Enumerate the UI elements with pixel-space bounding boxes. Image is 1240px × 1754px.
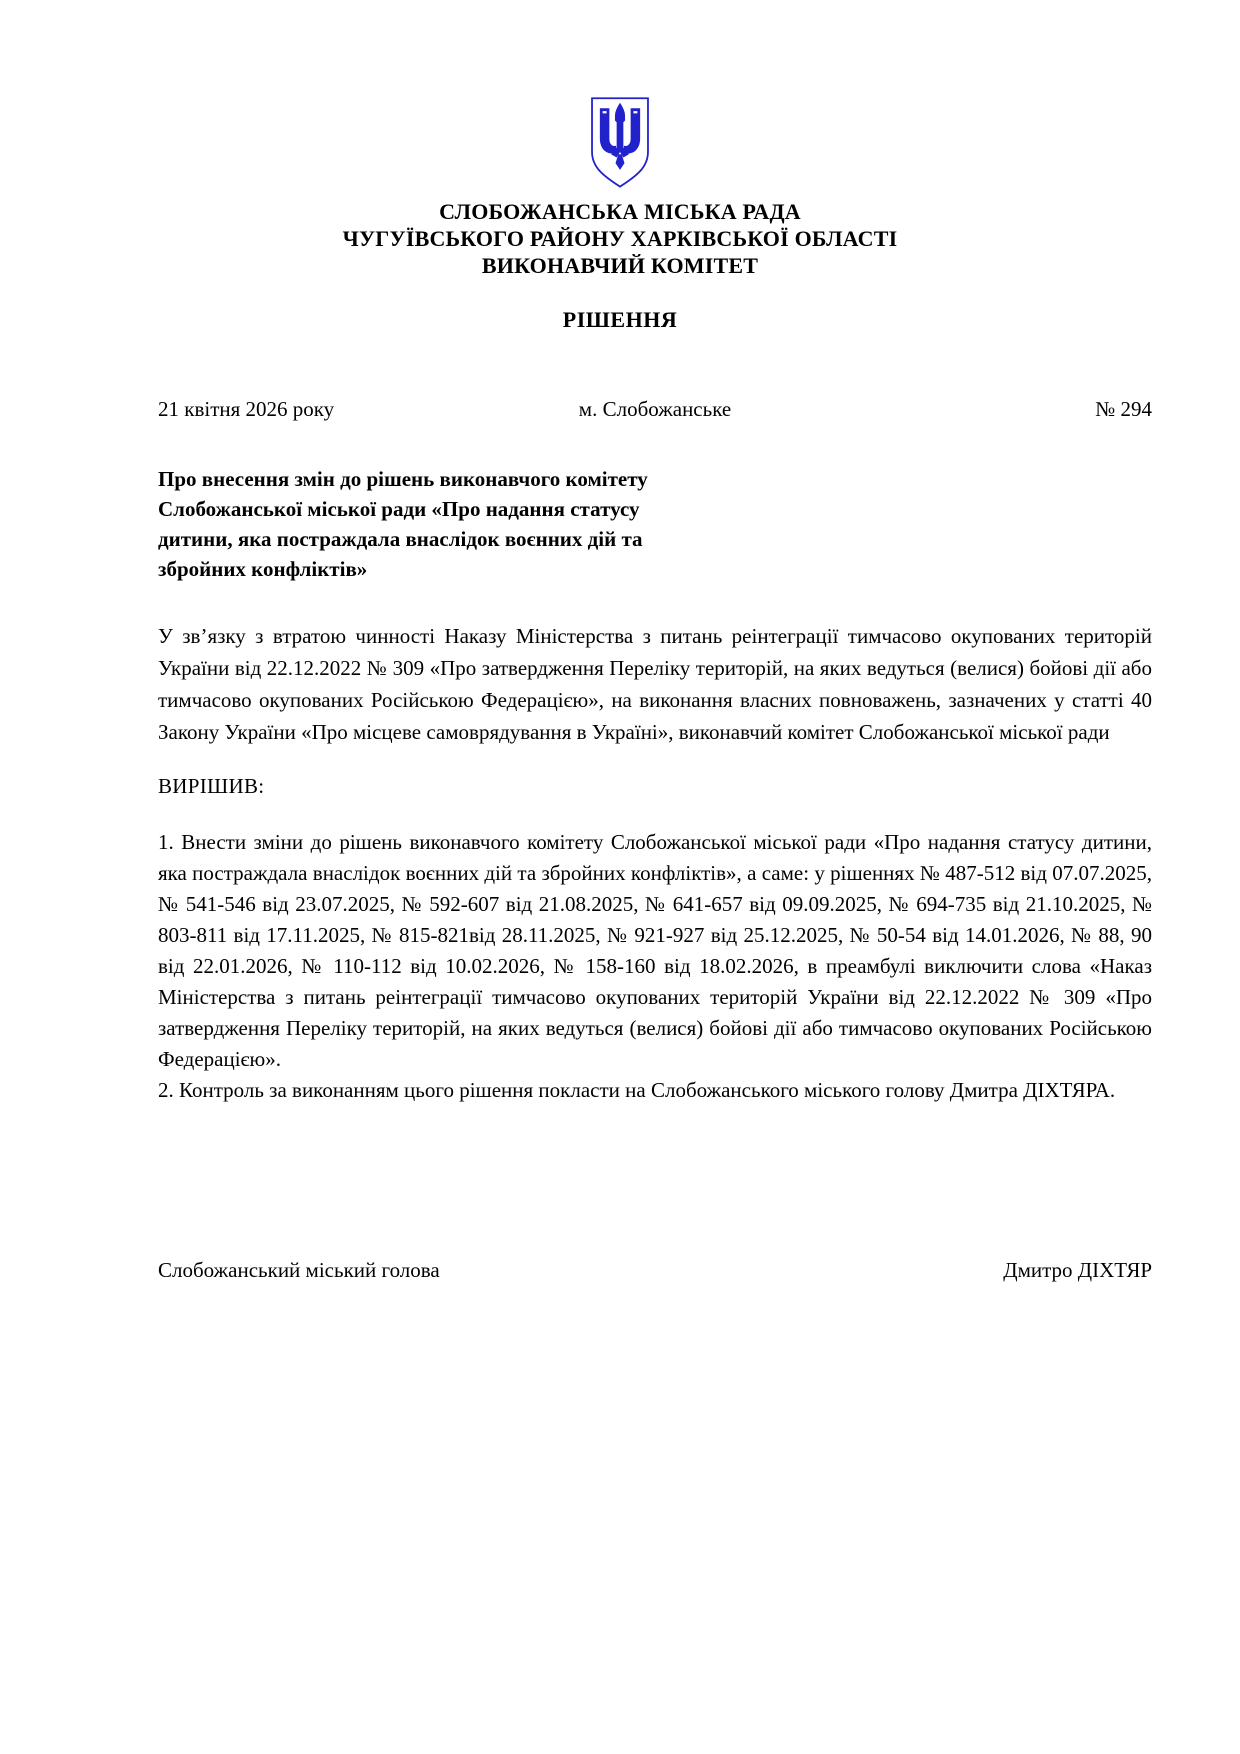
document-number: № 294 <box>1095 397 1152 421</box>
document-meta-row <box>158 397 1152 422</box>
emblem-container <box>0 96 1240 190</box>
org-district-line: ЧУГУЇВСЬКОГО РАЙОНУ ХАРКІВСЬКОЇ ОБЛАСТІ <box>342 226 898 251</box>
ukraine-trident-icon <box>583 96 657 190</box>
signatory-position: Слобожанський міський голова <box>158 1258 440 1282</box>
resolution-items <box>158 827 1152 1106</box>
signatory-name: Дмитро ДІХТЯР <box>1003 1258 1152 1282</box>
org-committee-line: ВИКОНАВЧИЙ КОМІТЕТ <box>481 253 759 278</box>
org-name-line: СЛОБОЖАНСЬКА МІСЬКА РАДА <box>439 199 801 224</box>
resolution-item-2: 2. Контроль за виконанням цього рішення покласти на Слобожанського міського голову Дмитра ДІХТЯРА. <box>158 1078 1116 1102</box>
preamble-paragraph: У зв’язку з втратою чинності Наказу Міністерства з питань реінтеграції тимчасово окупованих територій України від 22.12.2022 № 309 «Про затвердження Переліку територій, на яких ведуться (велися) бойові дії або тимчасово окупованих Російською Федерацією», на виконання власних повноважень, зазначених у статті 40 Закону України «Про місцеве самоврядування в Україні», виконавчий комітет Слобожанської міської ради <box>158 624 1152 744</box>
document-date: 21 квітня 2026 року <box>158 397 335 421</box>
resolved-label: ВИРІШИВ: <box>158 774 265 798</box>
resolution-item-1: 1. Внести зміни до рішень виконавчого комітету Слобожанської міської ради «Про надання статусу дитини, яка постраждала внаслідок воєнних дій та збройних конфліктів», а саме: у рішеннях № 487-512 від 07.07.2025, № 541-546 від 23.07.2025, № 592-607 від 21.08.2025, № 641-657 від 09.09.2025, № 694-735 від 21.10.2025, № 803-811 від 17.11.2025, № 815-821від 28.11.2025, № 921-927 від 25.12.2025, № 50-54 від 14.01.2026, № 88, 90 від 22.01.2026, № 110-112 від 10.02.2026, № 158-160 від 18.02.2026, в преамбулі виключити слова «Наказ Міністерства з питань реінтеграції тимчасово окупованих територій України від 22.12.2022 № 309 «Про затвердження Переліку територій, на яких ведуться (велися) бойові дії або тимчасово окупованих Російською Федерацією». <box>158 830 1152 1071</box>
document-place: м. Слобожанське <box>578 397 732 421</box>
document-type-title: РІШЕННЯ <box>562 307 678 332</box>
signature-row <box>158 1258 1152 1283</box>
document-subject: Про внесення змін до рішень виконавчого комітету Слобожанської міської ради «Про надання статусу дитини, яка постраждала внаслідок воєнних дій та збройних конфліктів» <box>158 467 648 581</box>
organization-header <box>0 198 1240 279</box>
